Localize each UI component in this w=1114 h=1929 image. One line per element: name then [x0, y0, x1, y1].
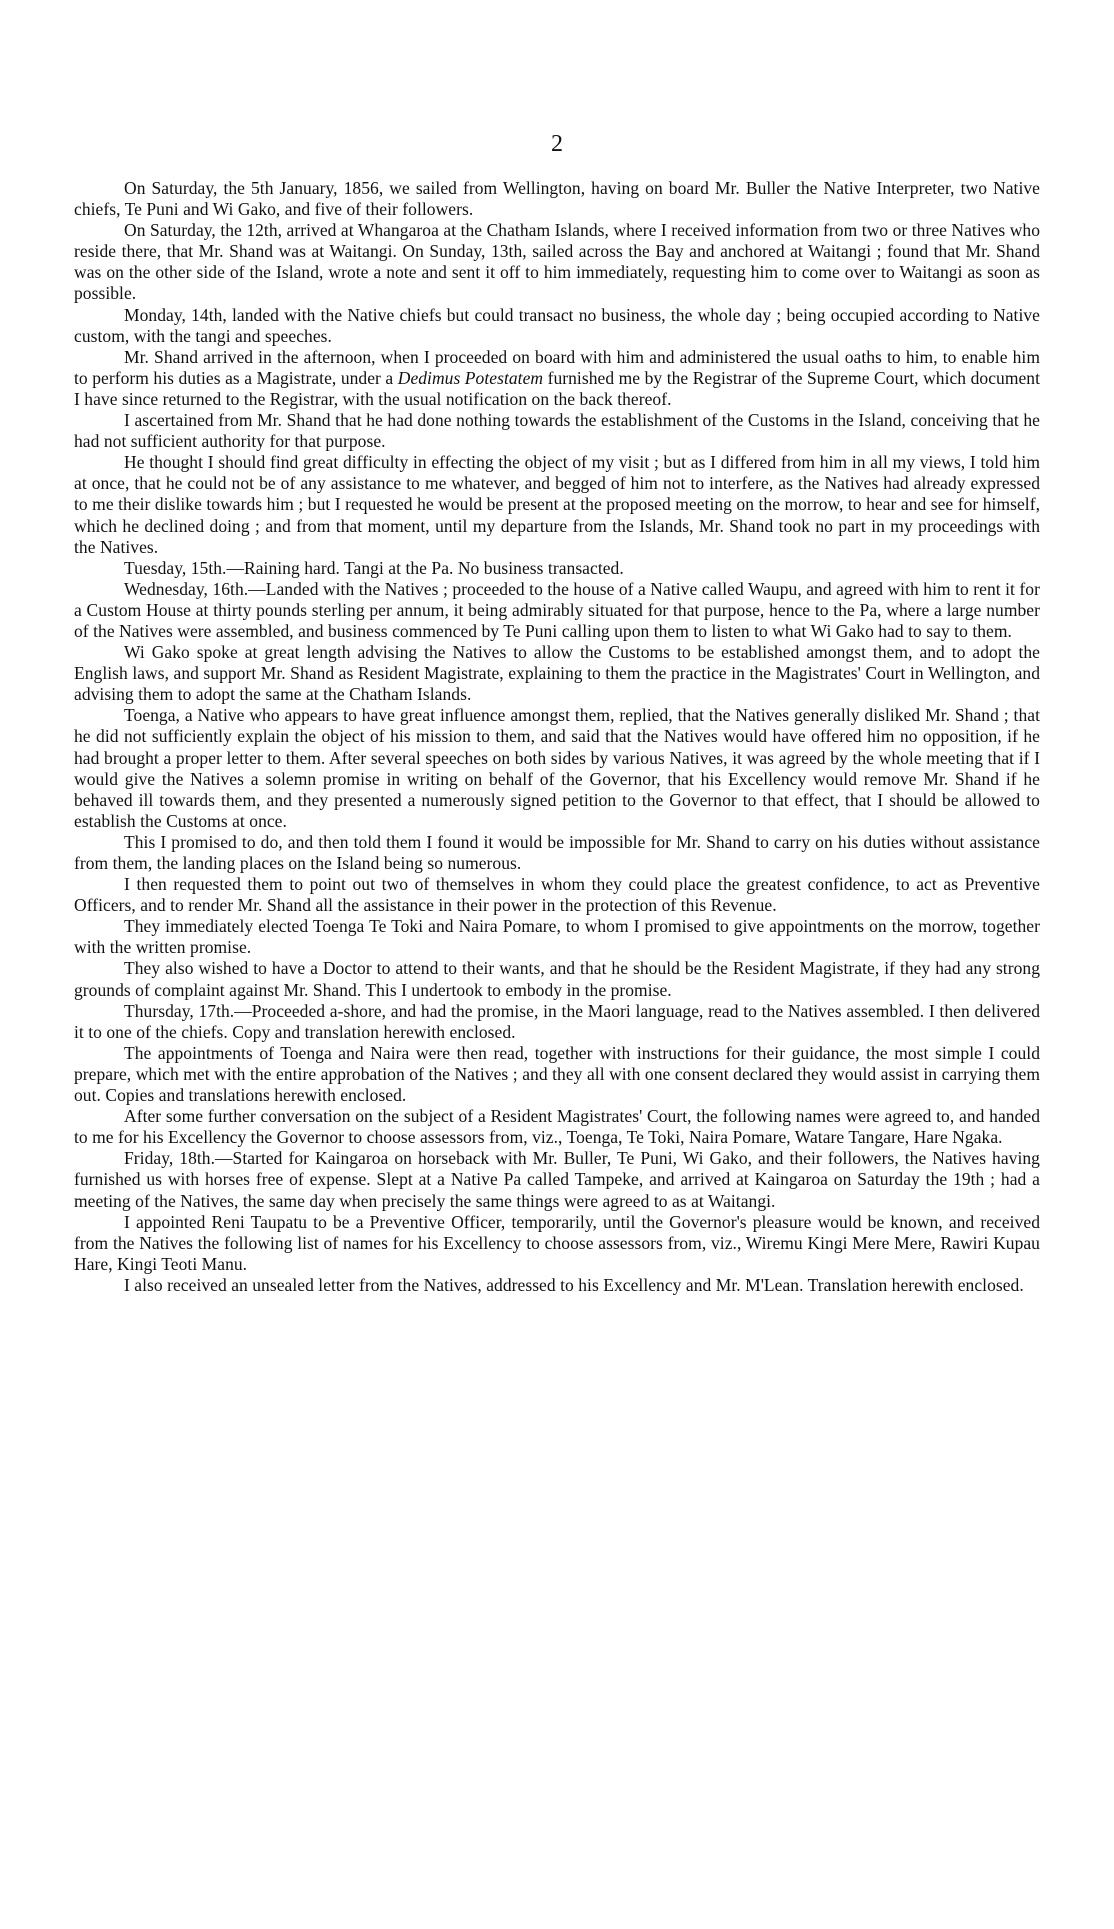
paragraph-reni-taupatu: I appointed Reni Taupatu to be a Preventive Officer, temporarily, until the Governor's pleasure would be known, and received from the Natives the following list of names for his Excellency to choose assessors from, viz., Wiremu Kingi Mere Mere, Rawiri Kupau Hare, Kingi Teoti Manu. [74, 1211, 1040, 1274]
paragraph-thursday: Thursday, 17th.—Proceeded a-shore, and had the promise, in the Maori language, read to the Natives assembled. I then delivered it to one of the chiefs. Copy and translation herewith enclosed. [74, 1000, 1040, 1042]
paragraph-customs-inquiry: I ascertained from Mr. Shand that he had done nothing towards the establishment of the Customs in the Island, conceiving that he had not sufficient authority for that purpose. [74, 410, 1040, 452]
paragraph-preventive-officers: I then requested them to point out two of themselves in whom they could place the greatest confidence, to act as Preventive Officers, and to render Mr. Shand all the assistance in their power in the protection of this Revenue. [74, 874, 1040, 916]
paragraph-shand-oaths: Mr. Shand arrived in the afternoon, when I proceeded on board with him and administered the usual oaths to him, to enable him to perform his duties as a Magistrate, under a Dedimus Potestatem furnished me by the Registrar of the Supreme Court, which document I have since returned to the Registrar, with the usual notification on the back thereof. [74, 346, 1041, 409]
paragraph-election: They immediately elected Toenga Te Toki and Naira Pomare, to whom I promised to give appointments on the morrow, together with the written promise. [74, 916, 1040, 958]
paragraph-tuesday: Tuesday, 15th.—Raining hard. Tangi at the Pa. No business transacted. [124, 557, 624, 578]
paragraph-monday-landing: Monday, 14th, landed with the Native chiefs but could transact no business, the whole day ; being occupied according to Native custom, with the tangi and speeches. [74, 304, 1040, 346]
paragraph-promise: This I promised to do, and then told them I found it would be impossible for Mr. Shand to carry on his duties without assistance from them, the landing places on the Island being so numerous. [74, 831, 1040, 873]
paragraph-arrival-whangaroa: On Saturday, the 12th, arrived at Whangaroa at the Chatham Islands, where I received information from two or three Natives who reside there, that Mr. Shand was at Waitangi. On Sunday, 13th, sailed across the Bay and anchored at Waitangi ; found that Mr. Shand was on the other side of the Island, wrote a note and sent it off to him immediately, requesting him to come over to Waitangi as soon as possible. [74, 220, 1040, 304]
paragraph-wednesday: Wednesday, 16th.—Landed with the Natives ; proceeded to the house of a Native called Waupu, and agreed with him to rent it for a Custom House at thirty pounds sterling per annum, it being admirably situated for that purpose, hence to the Pa, where a large number of the Natives were assembled, and business commenced by Te Puni calling upon them to listen to what Wi Gako had to say to them. [74, 578, 1040, 641]
paragraph-unsealed-letter: I also received an unsealed letter from the Natives, addressed to his Excellency and Mr. M'Lean. Translation herewith enclosed. [124, 1274, 1024, 1295]
latin-phrase: Dedimus Potestatem [397, 367, 544, 388]
paragraph-toenga-reply: Toenga, a Native who appears to have great influence amongst them, replied, that the Natives generally disliked Mr. Shand ; that he did not sufficiently explain the object of his mission to them, and said that the Natives would have offered him no opposition, if he had brought a proper letter to them. After several speeches on both sides by various Natives, it was agreed by the whole meeting that if I would give the Natives a solemn promise in writing on behalf of the Governor, that his Excellency would remove Mr. Shand if he behaved ill towards them, and they presented a numerously signed petition to the Governor to that effect, that I should be allowed to establish the Customs at once. [74, 705, 1040, 831]
paragraph-wi-gako-speech: Wi Gako spoke at great length advising the Natives to allow the Customs to be established amongst them, and to adopt the English laws, and support Mr. Shand as Resident Magistrate, explaining to them the practice in the Magistrates' Court in Wellington, and advising them to adopt the same at the Chatham Islands. [74, 642, 1040, 705]
page-number: 2 [551, 131, 563, 157]
paragraph-friday-kaingaroa: Friday, 18th.—Started for Kaingaroa on horseback with Mr. Buller, Te Puni, Wi Gako, and their followers, the Natives having furnished us with horses free of expense. Slept at a Native Pa called Tampeke, and arrived at Kaingaroa on Saturday the 19th ; had a meeting of the Natives, the same day when precisely the same things were agreed to as at Waitangi. [74, 1148, 1040, 1211]
paragraph-departure: On Saturday, the 5th January, 1856, we sailed from Wellington, having on board Mr. Buller the Native Interpreter, two Native chiefs, Te Puni and Wi Gako, and five of their followers. [74, 178, 1040, 220]
paragraph-appointments: The appointments of Toenga and Naira were then read, together with instructions for their guidance, the most simple I could prepare, which met with the entire approbation of the Natives ; and they all with one consent declared they would assist in carrying them out. Copies and translations herewith enclosed. [74, 1042, 1040, 1106]
paragraph-doctor: They also wished to have a Doctor to attend to their wants, and that he should be the Resident Magistrate, if they had any strong grounds of complaint against Mr. Shand. This I undertook to embody in the promise. [74, 958, 1040, 1000]
paragraph-shand-views: He thought I should find great difficulty in effecting the object of my visit ; but as I differed from him in all my views, I told him at once, that he could not be of any assistance to me whatever, and begged of him not to interfere, as the Natives had already expressed to me their dislike towards him ; but I requested he would be present at the proposed meeting on the morrow, to hear and see for himself, which he declined doing ; and from that moment, until my departure from the Islands, Mr. Shand took no part in my proceedings with the Natives. [74, 452, 1040, 557]
paragraph-assessor-names: After some further conversation on the subject of a Resident Magistrates' Court, the following names were agreed to, and handed to me for his Excellency the Governor to choose assessors from, viz., Toenga, Te Toki, Naira Pomare, Watare Tangare, Hare Ngaka. [74, 1106, 1040, 1148]
report-body [74, 178, 1040, 1296]
